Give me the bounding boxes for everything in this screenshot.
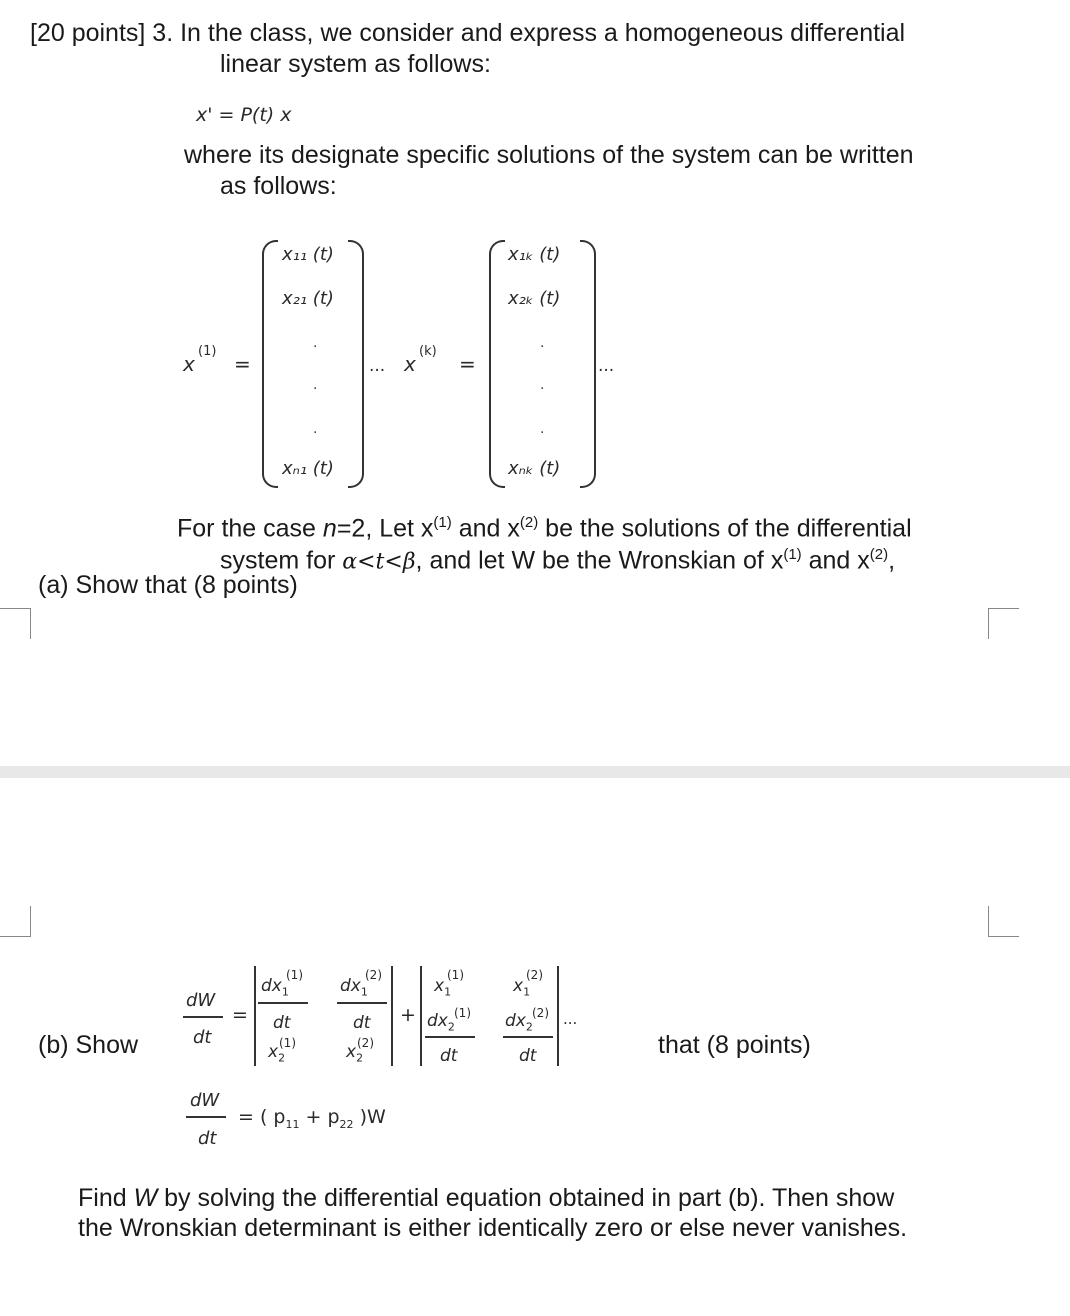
det2-c2-bot: dt <box>519 1046 537 1066</box>
det1-right-bar <box>391 966 393 1066</box>
final-line-1: Find W by solving the differential equation obtained in part (b). Then show <box>78 1184 895 1212</box>
det1-left-bar <box>254 966 256 1066</box>
x1-superscript: (1) <box>198 344 217 359</box>
final-line-2: the Wronskian determinant is either identically zero or else never vanishes. <box>78 1214 908 1242</box>
det2-c2-top-sup: (2) <box>526 968 543 982</box>
answer-corner-br <box>988 906 1019 937</box>
part-a-label: (a) Show that (8 points) <box>38 571 298 599</box>
system-equation: x' = P(t) x <box>196 104 292 126</box>
det1-c1-top: $dx_1$ <box>261 976 289 999</box>
question-line-2: linear system as follows: <box>220 50 491 78</box>
det1-c1-top-sup: (1) <box>286 968 303 982</box>
det1-c1-bot-sup: (1) <box>279 1036 296 1050</box>
vdot-1c: . <box>313 420 318 437</box>
part-b-suffix: that (8 points) <box>658 1031 811 1059</box>
det2-c2-bar <box>503 1036 553 1038</box>
entry-xnk: xₙₖ (t) <box>508 458 561 479</box>
right-paren-k <box>580 240 596 488</box>
vdot-kc: . <box>540 420 545 437</box>
xk-symbol: x <box>404 352 416 376</box>
det2-c2-top: $x_1$ <box>513 976 531 999</box>
case-line-2: system for α<t<β, and let W be the Wronskian of $x^{(1)}$ and $x^{(2)}$, <box>220 546 896 575</box>
det1-c2-bot: $x_2$ <box>346 1042 364 1065</box>
det2-c1-top-sup: (1) <box>447 968 464 982</box>
vdot-1b: . <box>313 376 318 393</box>
det1-c1-mid: dt <box>273 1013 291 1033</box>
vdot-1a: . <box>313 334 318 351</box>
vdot-kb: . <box>540 376 545 393</box>
det1-c1-bot: $x_2$ <box>268 1042 286 1065</box>
answer-corner-tl <box>0 608 31 639</box>
entry-x2k: x₂ₖ (t) <box>508 288 561 309</box>
equals-sign-2: = <box>459 352 476 376</box>
equals-sign-b: = <box>232 1004 248 1026</box>
det2-c2-mid-sup: (2) <box>532 1006 549 1020</box>
det1-c1-bar <box>258 1002 308 1004</box>
entry-x21: x₂₁ (t) <box>282 288 334 309</box>
ellipsis-between: ... <box>369 356 386 376</box>
det2-c2-mid: $dx_2$ <box>505 1011 533 1034</box>
answer-corner-bl <box>0 906 31 937</box>
result-dW: dW <box>190 1090 220 1111</box>
entry-x1k: x₁ₖ (t) <box>508 244 561 265</box>
xk-superscript: (k) <box>419 344 437 359</box>
fraction-bar-2 <box>186 1116 226 1118</box>
det1-c2-top: $dx_1$ <box>340 976 368 999</box>
answer-corner-tr <box>988 608 1019 639</box>
dW-numerator: dW <box>186 990 216 1011</box>
entry-x11: x₁₁ (t) <box>282 244 334 265</box>
det2-left-bar <box>420 966 422 1066</box>
det1-c2-bar <box>337 1002 387 1004</box>
part-b-label: (b) Show <box>38 1031 139 1059</box>
entry-xn1: xₙ₁ (t) <box>282 458 334 479</box>
right-paren-1 <box>348 240 364 488</box>
plus-sign: + <box>400 1004 416 1026</box>
det1-c2-bot-sup: (2) <box>357 1036 374 1050</box>
equals-sign-1: = <box>234 352 251 376</box>
det2-c1-top: $x_1$ <box>434 976 452 999</box>
det1-c2-mid: dt <box>353 1013 371 1033</box>
left-paren-k <box>489 240 505 488</box>
result-dt: dt <box>198 1128 217 1149</box>
det2-c1-bot: dt <box>440 1046 458 1066</box>
question-line-3: where its designate specific solutions of the system can be written <box>184 141 914 169</box>
det2-right-bar <box>557 966 559 1066</box>
det2-c1-bar <box>425 1036 475 1038</box>
det2-c1-mid: $dx_2$ <box>427 1011 455 1034</box>
dt-denominator: dt <box>193 1027 212 1048</box>
det1-c2-top-sup: (2) <box>365 968 382 982</box>
fraction-bar-1 <box>183 1016 223 1018</box>
question-line-1: [20 points] 3. In the class, we consider and express a homogeneous differential <box>30 19 906 47</box>
ellipsis-end: ... <box>598 356 615 376</box>
left-paren-1 <box>262 240 278 488</box>
page-divider <box>0 766 1070 778</box>
det2-c1-mid-sup: (1) <box>454 1006 471 1020</box>
ellipsis-b: ... <box>563 1010 578 1028</box>
vdot-ka: . <box>540 334 545 351</box>
case-line-1: For the case n=2, Let $x^{(1)}$ and $x^{(2)}$ be the solutions of the differential <box>177 514 912 543</box>
question-line-4: as follows: <box>220 172 337 200</box>
x1-symbol: x <box>183 352 195 376</box>
result-rhs: = ( $p_{11} + p_{22}$ )W <box>238 1106 386 1131</box>
